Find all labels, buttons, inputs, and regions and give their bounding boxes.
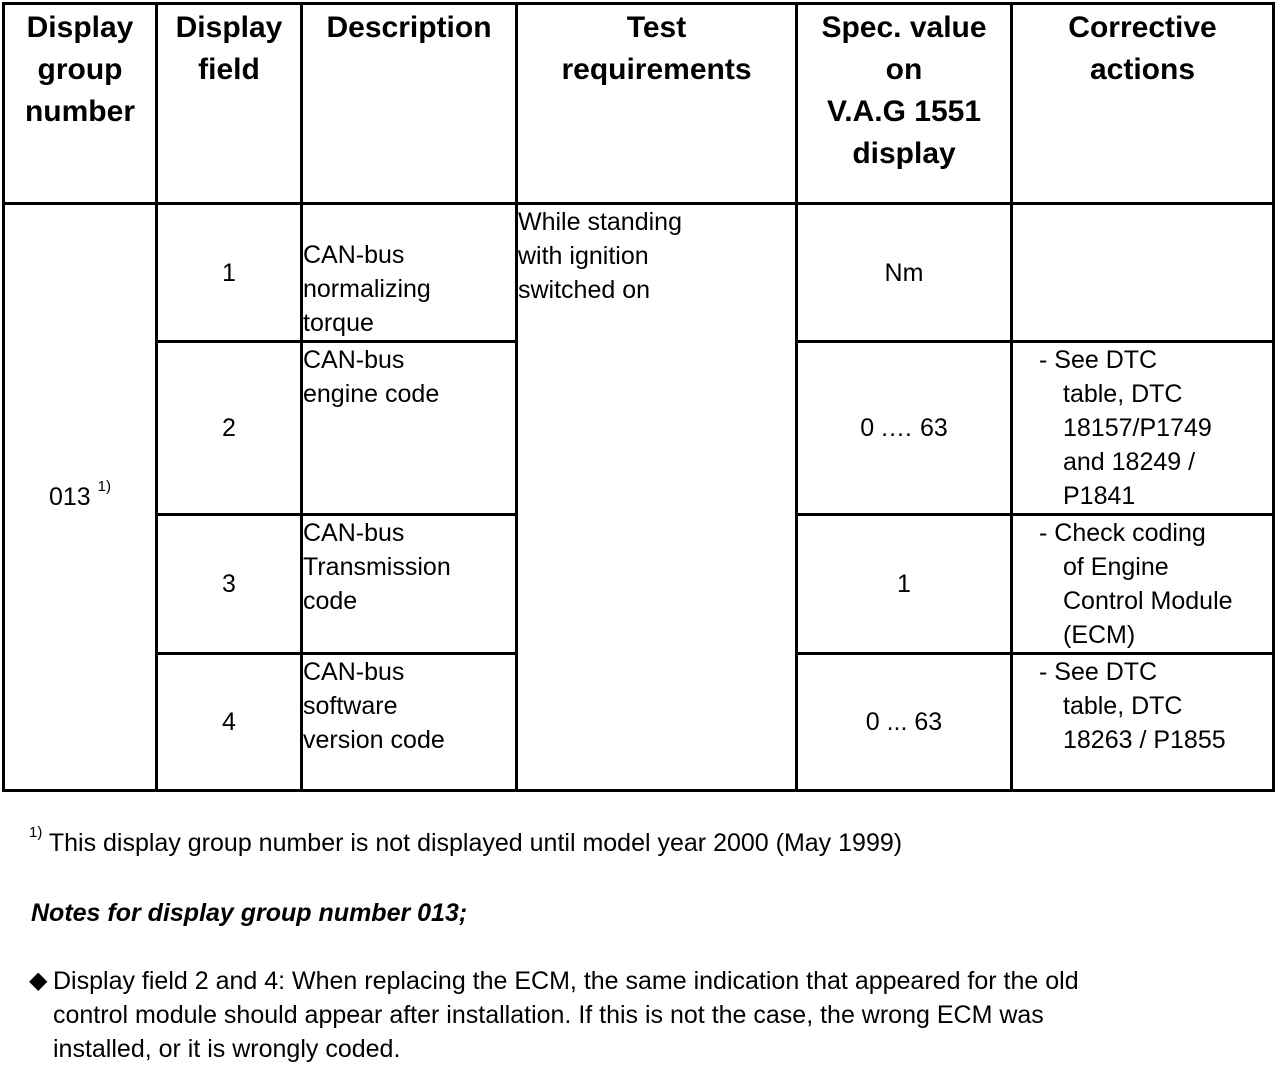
footnote-text: This display group number is not displayed until model year 2000 (May 1999): [42, 829, 903, 857]
notes-heading: Notes for display group number 013;: [31, 899, 468, 927]
description-cell: CAN-bus normalizing torque: [302, 204, 517, 342]
spec-value-cell: 0 .… 63: [797, 342, 1012, 515]
header-description: Description: [302, 4, 517, 204]
description-cell: CAN-bus engine code: [302, 342, 517, 515]
table-row: [4, 204, 1274, 342]
display-group-number-cell: [4, 204, 157, 791]
display-field-cell: 2: [157, 342, 302, 515]
display-field-cell: 4: [157, 654, 302, 791]
header-test-requirements: Test requirements: [517, 4, 797, 204]
table-header-row: [4, 4, 1274, 204]
footnote-mark: 1): [29, 824, 43, 841]
spec-value-cell: 1: [797, 515, 1012, 654]
corrective-action-cell: - See DTC table, DTC 18157/P1749 and 18249 / P1841: [1012, 342, 1274, 515]
spec-value-cell: 0 ... 63: [797, 654, 1012, 791]
display-field-cell: 1: [157, 204, 302, 342]
display-field-cell: 3: [157, 515, 302, 654]
corrective-action-cell: [1012, 204, 1274, 342]
note-text: Display field 2 and 4: When replacing the ECM, the same indication that appeared for the old control module should appear after installation. If this is not the case, the wrong ECM was installed, or it is wrongly coded.: [53, 967, 1079, 1063]
display-group-number: 013: [48, 483, 91, 511]
description-cell: CAN-bus software version code: [302, 654, 517, 791]
footnote-mark: 1): [97, 478, 111, 495]
test-requirements-cell: While standing with ignition switched on: [517, 204, 797, 791]
header-corrective-actions: Corrective actions: [1012, 4, 1274, 204]
description-cell: CAN-bus Transmission code: [302, 515, 517, 654]
footnote: [29, 826, 902, 860]
header-spec-value: Spec. value on V.A.G 1551 display: [797, 4, 1012, 204]
display-group-table: [2, 2, 1275, 792]
header-display-group-number: Display group number: [4, 4, 157, 204]
list-item: [29, 964, 1259, 1066]
header-display-field: Display field: [157, 4, 302, 204]
corrective-action-cell: - See DTC table, DTC 18263 / P1855: [1012, 654, 1274, 791]
corrective-action-cell: - Check coding of Engine Control Module (ECM): [1012, 515, 1274, 654]
diamond-bullet-icon: ◆: [29, 967, 48, 994]
spec-value-cell: Nm: [797, 204, 1012, 342]
